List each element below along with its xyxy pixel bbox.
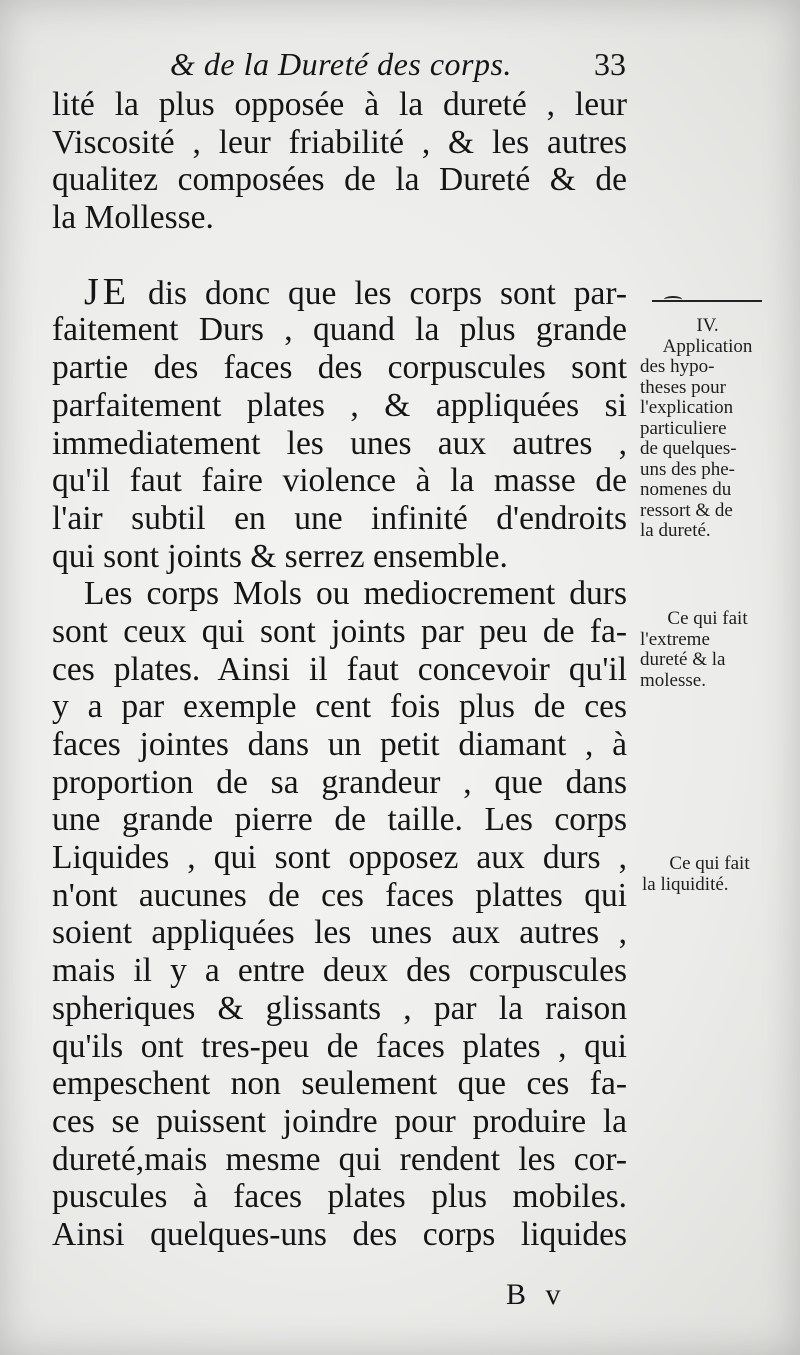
main-text-column xyxy=(52,86,627,1254)
text-line: lité la plus opposée à la dureté , leur xyxy=(52,86,627,123)
text-line: Viscosité , leur friabilité , & les autres xyxy=(52,123,627,161)
text-line: dureté,mais mesme qui rendent les cor- xyxy=(52,1140,627,1178)
text-line: spheriques & glissants , par la raison xyxy=(52,989,627,1027)
text-line: une grande pierre de taille. Les corps xyxy=(52,801,627,839)
text-line: Liquides , qui sont opposez aux durs , xyxy=(52,839,627,877)
margin-note-line: nomenes du xyxy=(640,479,732,500)
margin-note-line: theses pour xyxy=(640,376,727,398)
text-line: faces jointes dans un petit diamant , à xyxy=(52,726,627,763)
text-line: l'air subtil en une infinité d'endroits xyxy=(52,499,627,537)
text-line: parfaitement plates , & appliquées si xyxy=(52,386,627,424)
text-line: immediatement les unes aux autres , xyxy=(52,424,627,462)
initial-letters: JE xyxy=(84,270,130,313)
text-line: mais il y a entre deux des corpuscules xyxy=(52,952,627,990)
margin-note-application xyxy=(640,316,775,542)
text-line: sont ceux qui sont joints par peu de fa- xyxy=(52,612,627,650)
paragraph-2 xyxy=(52,270,627,576)
margin-note-line: particuliere xyxy=(640,417,727,439)
margin-note-line: l'explication xyxy=(640,397,734,418)
paragraph-gap xyxy=(52,237,627,274)
paragraph-3 xyxy=(52,575,627,1253)
text-line: Les corps Mols ou mediocrement durs xyxy=(84,575,627,613)
margin-note-line: IV. xyxy=(696,315,719,336)
text-line: ces plates. Ainsi il faut concevoir qu'il xyxy=(52,650,627,688)
margin-note-line: l'extreme xyxy=(640,628,710,650)
text-line: empeschent non seulement que ces fa- xyxy=(52,1065,627,1103)
text-line: faitement Durs , quand la plus grande xyxy=(52,311,627,349)
catchword-signature: B v xyxy=(506,1278,567,1311)
margin-note-line: Application xyxy=(662,335,753,357)
text-line: n'ont aucunes de ces faces plattes qui xyxy=(52,876,627,914)
text-line: Ainsi quelques-uns des corps liquides xyxy=(52,1215,627,1253)
margin-ornament-rule xyxy=(652,300,762,302)
text-line: partie des faces des corpuscules sont xyxy=(52,349,627,387)
text-line: qu'il faut faire violence à la masse de xyxy=(52,462,627,500)
margin-note-line: ressort & de xyxy=(640,499,733,521)
text-line: y a par exemple cent fois plus de ces xyxy=(52,688,627,726)
text-line: ces se puissent joindre pour produire la xyxy=(52,1102,627,1140)
margin-note-line: la dureté. xyxy=(640,520,711,541)
margin-note-line: dureté & la xyxy=(640,649,726,670)
text-line: puscules à faces plates plus mobiles. xyxy=(52,1178,627,1216)
margin-note-line: Ce qui fait xyxy=(669,853,750,874)
first-line-rest: dis donc que les corps sont par- xyxy=(147,274,627,312)
text-line-first xyxy=(52,270,627,313)
margin-note-line: la liquidité. xyxy=(642,873,729,895)
text-line: soient appliquées les unes aux autres , xyxy=(52,914,627,952)
text-line: qualitez composées de la Dureté & de xyxy=(52,161,627,199)
text-line: qui sont joints & serrez ensemble. xyxy=(52,537,508,575)
text-line: qu'ils ont tres-peu de faces plates , qui xyxy=(52,1027,627,1065)
margin-note-line: des hypo- xyxy=(640,356,715,377)
margin-note-hardness xyxy=(640,609,775,691)
margin-note-line: de quelques- xyxy=(640,438,737,459)
margin-note-line: molesse. xyxy=(640,669,706,691)
page-number: 33 xyxy=(594,46,626,82)
text-line: proportion de sa grandeur , que dans xyxy=(52,763,627,801)
running-title: & de la Dureté des corps. xyxy=(170,46,512,82)
margin-note-line: uns des phe- xyxy=(640,458,735,480)
text-line: la Mollesse. xyxy=(52,199,214,237)
margin-note-liquidity xyxy=(642,854,777,895)
paragraph-1 xyxy=(52,86,627,237)
margin-note-line: Ce qui fait xyxy=(667,608,748,629)
